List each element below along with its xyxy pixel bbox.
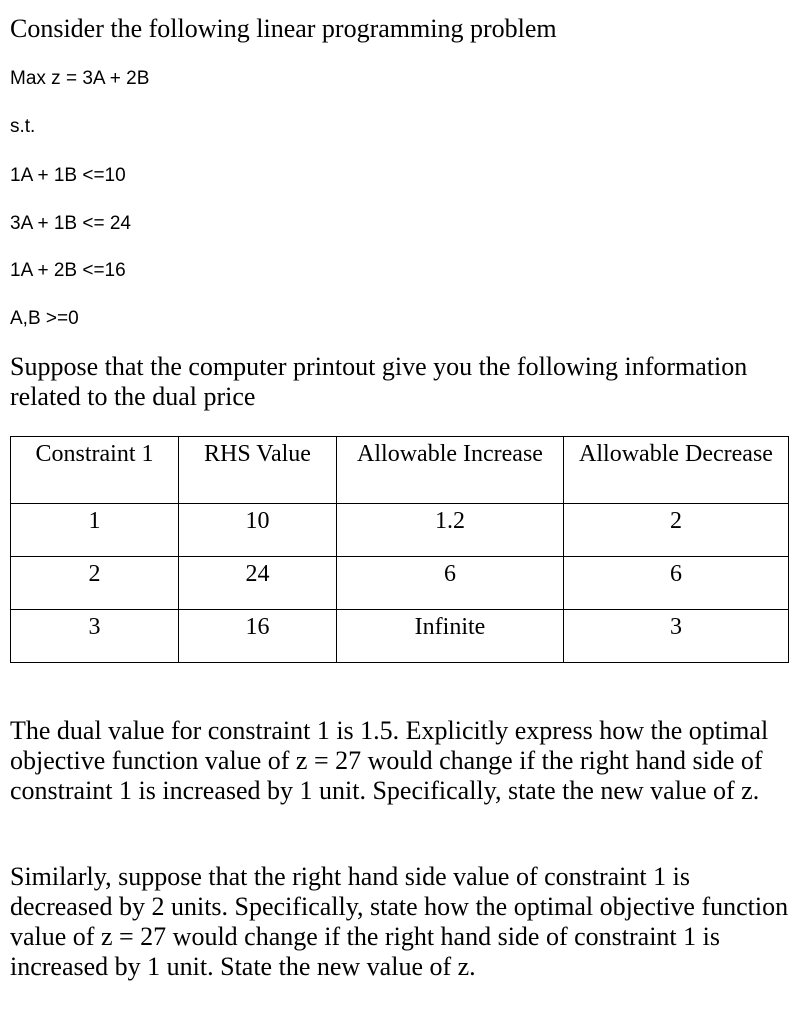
table-cell: 6 — [337, 557, 564, 610]
objective-function: Max z = 3A + 2B — [10, 68, 150, 89]
table-cell: 16 — [179, 610, 337, 663]
header-constraint: Constraint 1 — [11, 437, 179, 504]
header-allowable-increase: Allowable Increase — [337, 437, 564, 504]
table-row — [11, 557, 789, 610]
table-cell: Infinite — [337, 610, 564, 663]
header-allowable-decrease: Allowable Decrease — [564, 437, 789, 504]
constraint-2: 3A + 1B <= 24 — [10, 213, 131, 234]
table-cell: 6 — [564, 557, 789, 610]
table-cell: 2 — [11, 557, 179, 610]
table-cell: 24 — [179, 557, 337, 610]
table-cell: 3 — [564, 610, 789, 663]
table-row — [11, 610, 789, 663]
header-rhs-value: RHS Value — [179, 437, 337, 504]
table-cell: 10 — [179, 504, 337, 557]
constraint-1: 1A + 1B <=10 — [10, 165, 126, 186]
table-cell: 1.2 — [337, 504, 564, 557]
suppose-paragraph: Suppose that the computer printout give you the following information related to the dual price — [10, 352, 748, 411]
table-cell: 3 — [11, 610, 179, 663]
intro-heading: Consider the following linear programming problem — [10, 14, 557, 43]
question-1-paragraph: The dual value for constraint 1 is 1.5. Explicitly express how the optimal objective function value of z = 27 would change if the right hand side of constraint 1 is increased by 1 unit. Specifically, state the new value of z. — [10, 716, 769, 805]
dual-price-table — [10, 436, 789, 663]
table-row — [11, 504, 789, 557]
subject-to-label: s.t. — [10, 116, 36, 137]
question-2-paragraph: Similarly, suppose that the right hand side value of constraint 1 is decreased by 2 units. Specifically, state how the optimal objective function value of z = 27 would change if the right hand side of constraint 1 is increased by 1 unit. State the new value of z. — [10, 862, 789, 981]
table-cell: 1 — [11, 504, 179, 557]
table-header-row — [11, 437, 789, 504]
nonnegativity-constraint: A,B >=0 — [10, 308, 79, 329]
constraint-3: 1A + 2B <=16 — [10, 260, 126, 281]
table-cell: 2 — [564, 504, 789, 557]
